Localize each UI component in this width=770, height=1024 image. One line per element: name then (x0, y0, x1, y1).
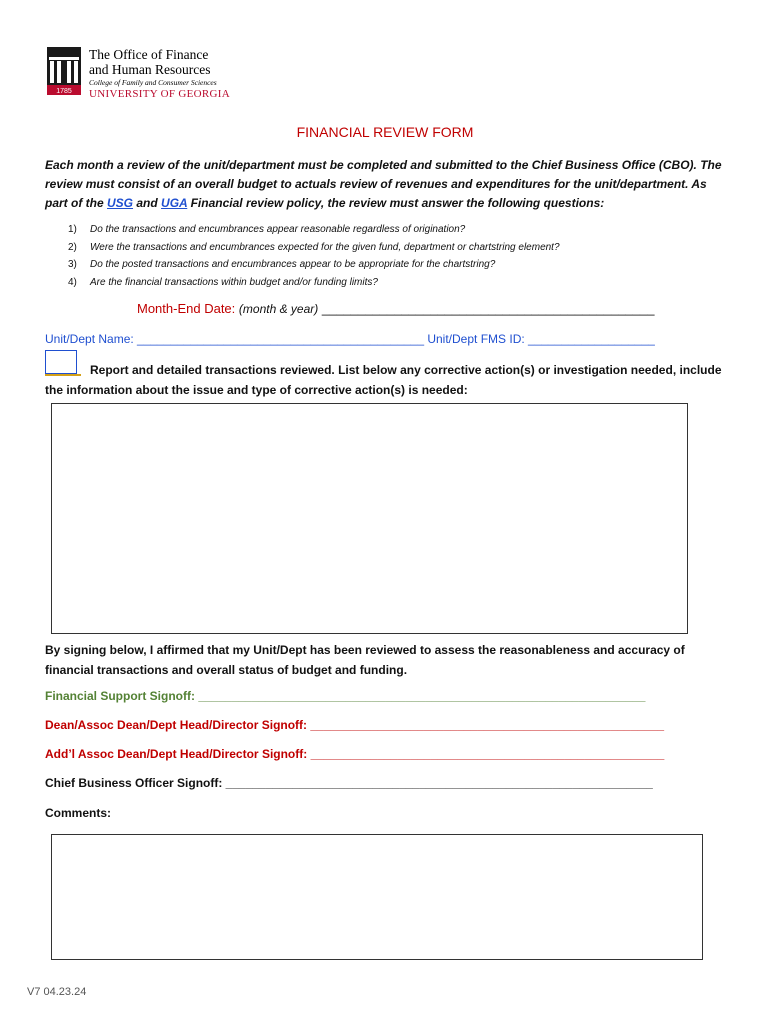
logo-line1: The Office of Finance (89, 47, 209, 62)
comments-label: Comments: (45, 806, 112, 820)
question-text: Are the financial transactions within budget and/or funding limits? (90, 276, 378, 288)
uga-link[interactable]: UGA (161, 196, 188, 210)
org-logo (45, 45, 245, 105)
question-item (68, 239, 708, 257)
financial-support-signoff[interactable]: Financial Support Signoff: ___________________________________________________________________ (45, 689, 646, 703)
intro-text-1: Each month a review of the unit/department must be completed and submitted to the Chief Business Office (CBO). The review must consist of an overall budget to actuals review of revenues and expenditures for the unit/department. As part of the (45, 158, 722, 210)
question-number: 2) (68, 241, 77, 253)
cbo-signoff[interactable]: Chief Business Officer Signoff: ________________________________________________________________ (45, 776, 653, 790)
question-item (68, 256, 708, 274)
questions-list (68, 221, 708, 291)
corrective-action-textbox[interactable] (51, 403, 688, 634)
question-text: Were the transactions and encumbrances expected for the given fund, department or chartstring element? (90, 241, 560, 253)
usg-link[interactable]: USG (107, 196, 134, 210)
comments-textbox[interactable] (51, 834, 703, 960)
affirm-statement: By signing below, I affirmed that my Unit/Dept has been reviewed to assess the reasonableness and accuracy of financial transactions and overall status of budget and funding. (45, 643, 685, 677)
logo-text (89, 47, 230, 101)
addl-dean-signoff[interactable]: Add’l Assoc Dean/Dept Head/Director Signoff: _____________________________________________________ (45, 747, 665, 761)
intro-and: and (133, 196, 162, 210)
logo-year: 1785 (56, 88, 72, 95)
report-instructions: Report and detailed transactions reviewed. List below any corrective action(s) or investigation needed, include the information about the issue and type of corrective action(s) is needed: (45, 363, 722, 397)
question-number: 4) (68, 276, 77, 288)
question-text: Do the posted transactions and encumbrances appear to be appropriate for the chartstring? (90, 259, 496, 270)
dean-signoff[interactable]: Dean/Assoc Dean/Dept Head/Director Signoff: _____________________________________________________ (45, 718, 665, 732)
question-item (68, 221, 708, 239)
month-end-hint: (month & year) (238, 302, 319, 316)
logo-line4: UNIVERSITY OF GEORGIA (89, 88, 230, 100)
question-number: 3) (68, 259, 77, 270)
intro-text-2: Financial review policy, the review must answer the following questions: (187, 196, 605, 210)
unit-dept-fields[interactable]: Unit/Dept Name: ___________________________________________ Unit/Dept FMS ID: ___________________ (45, 332, 655, 346)
logo-line2: and Human Resources (89, 62, 211, 77)
form-title: FINANCIAL REVIEW FORM (296, 124, 474, 140)
month-end-label: Month-End Date: (137, 301, 236, 316)
arch-logo-icon (45, 45, 83, 97)
intro-paragraph (45, 156, 730, 213)
month-end-blank[interactable]: ______________________________________________ (321, 301, 655, 316)
question-number: 1) (68, 224, 77, 235)
question-text: Do the transactions and encumbrances appear reasonable regardless of origination? (90, 224, 466, 235)
logo-line3: College of Family and Consumer Sciences (89, 78, 217, 87)
question-item (68, 274, 708, 292)
version-label: V7 04.23.24 (27, 986, 87, 998)
month-end-field[interactable] (137, 301, 654, 316)
